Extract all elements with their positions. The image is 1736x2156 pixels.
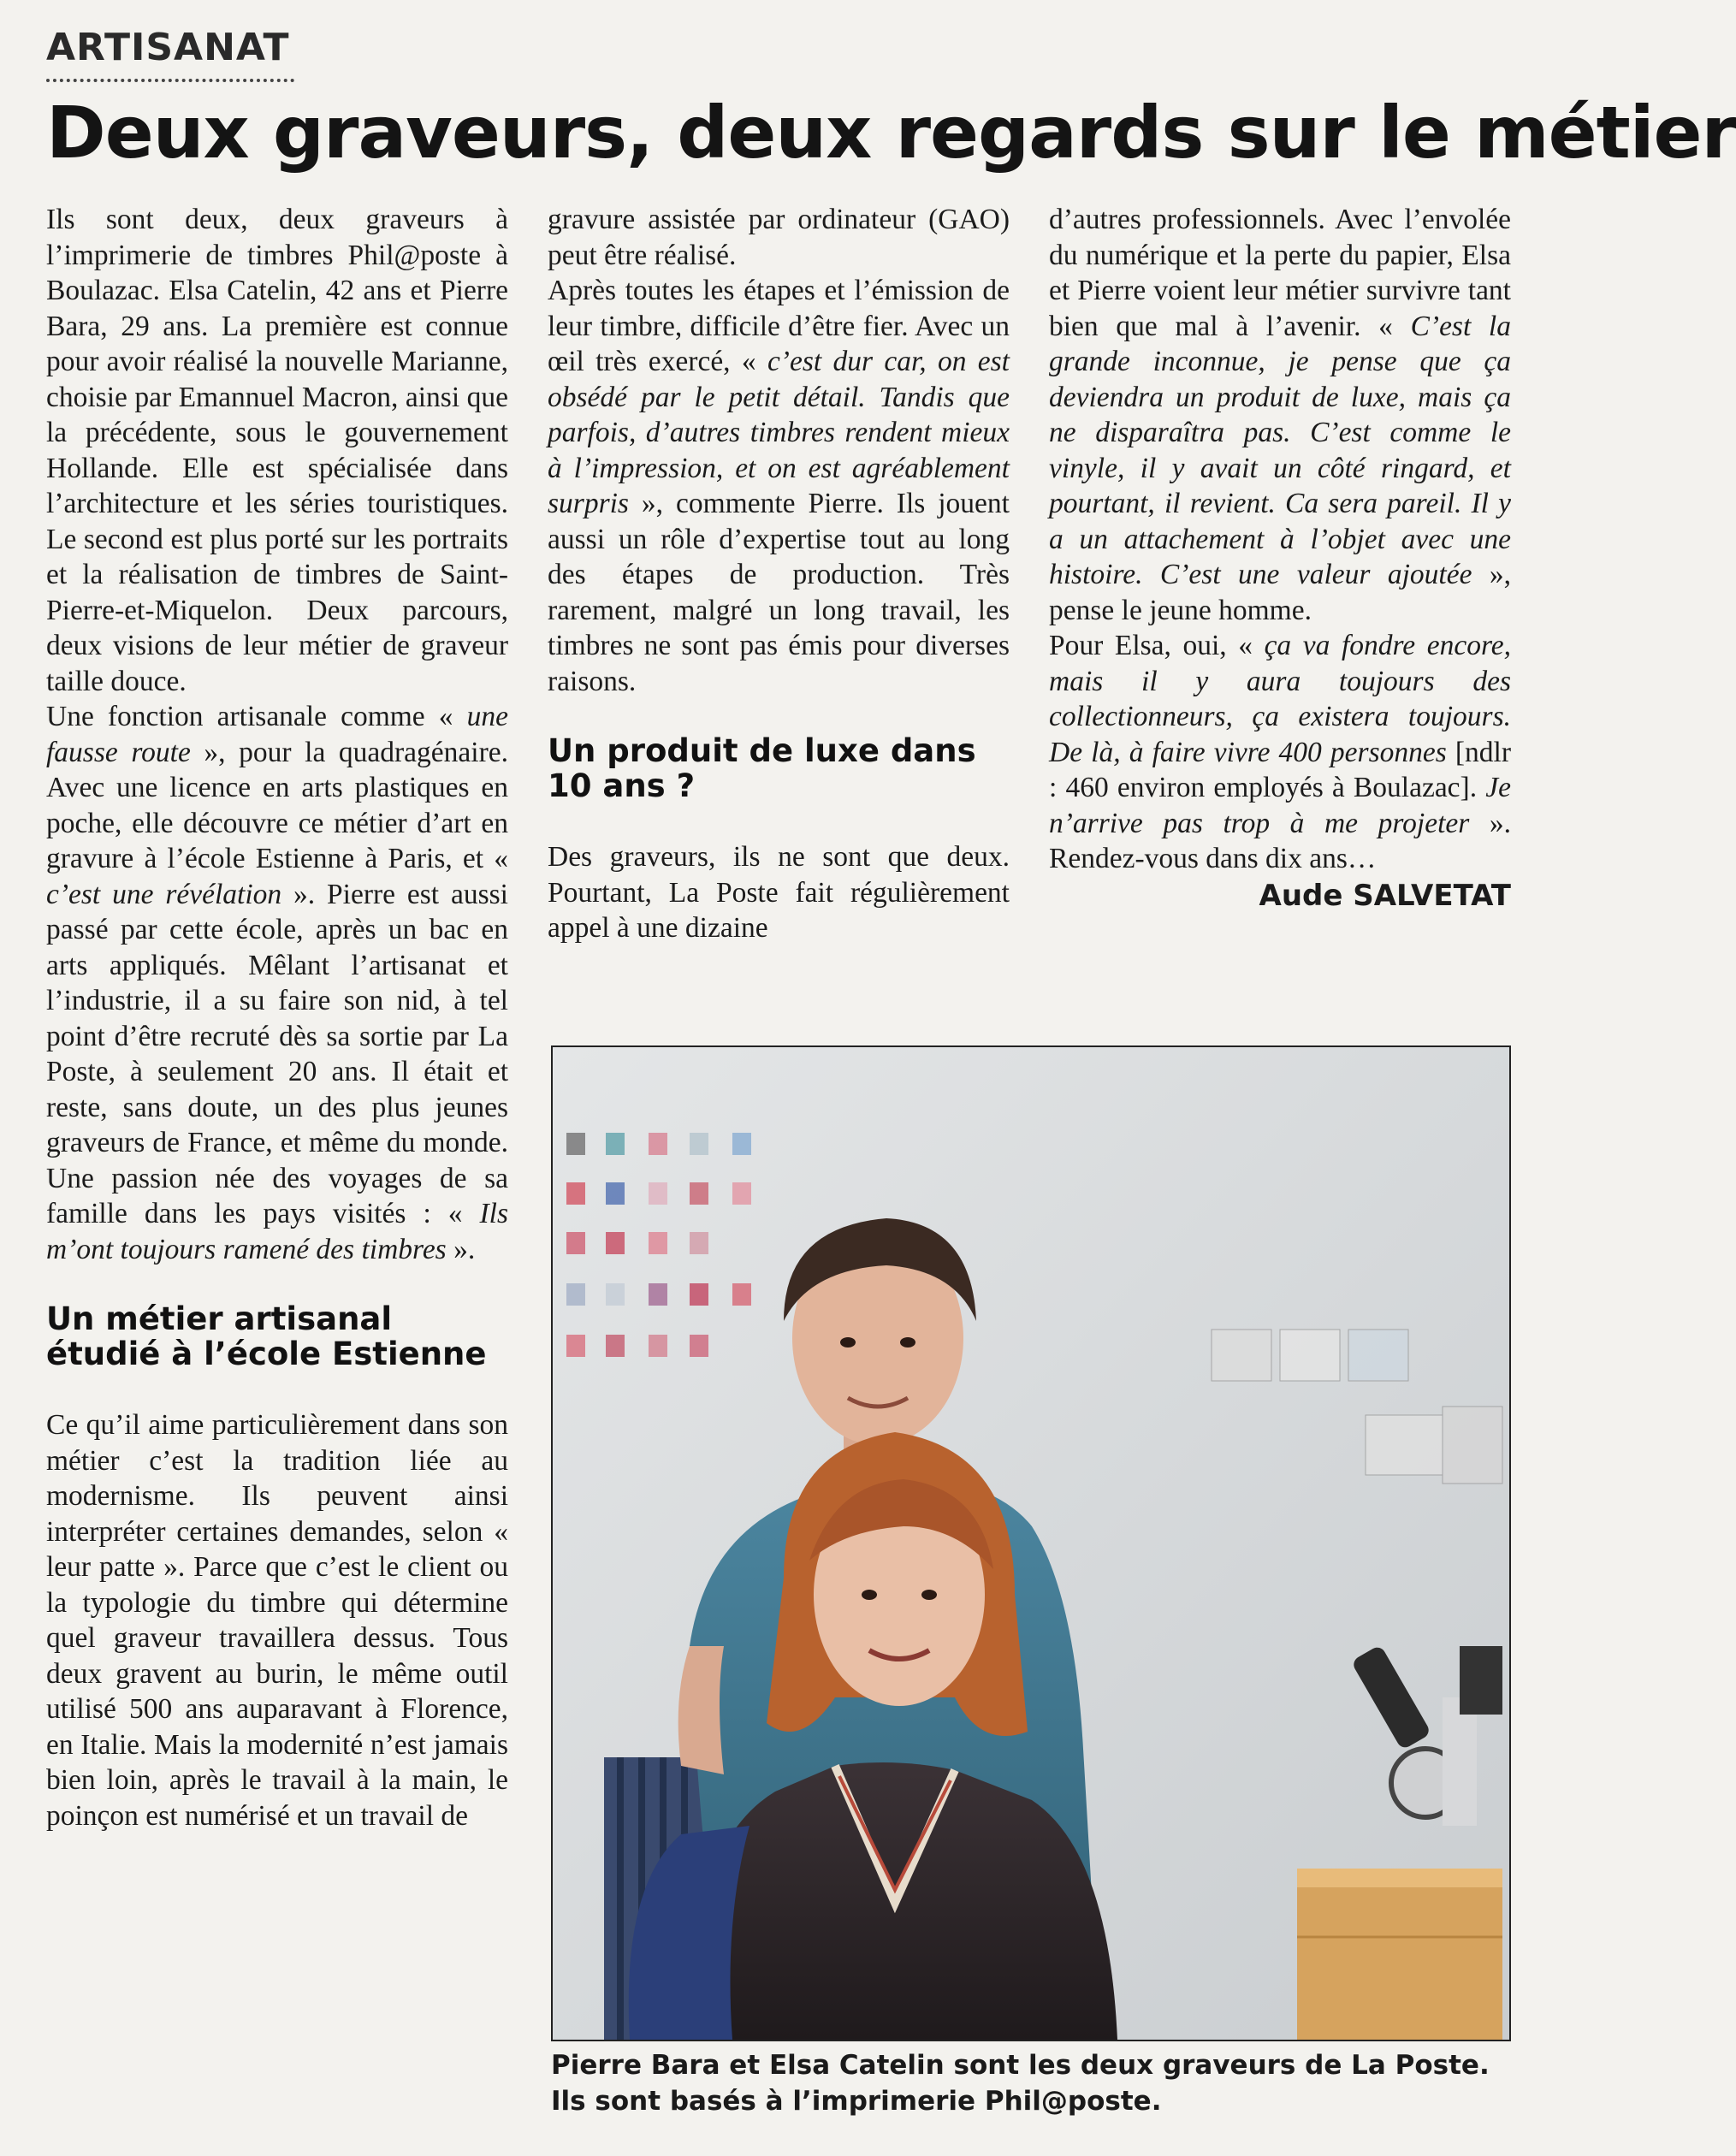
paragraph: Des graveurs, ils ne sont que deux. Pourtant, La Poste fait régulièrement appel à une dizaine <box>548 841 1010 944</box>
photo-illustration <box>553 1047 1509 2040</box>
subheading-estienne: Un métier artisanal étudié à l’école Estienne <box>46 1300 487 1372</box>
paragraph: Ils sont deux, deux graveurs à l’imprimerie de timbres Phil@poste à Boulazac. Elsa Catelin, 42 ans et Pierre Bara, 29 ans. La première est connue pour avoir réalisé la nouvelle Marianne, choisie par Emannuel Macron, ainsi que la précédente, sous le gouvernement Hollande. Elle est spécialisée dans l’architecture et les séries touristiques. Le second est plus porté sur les portraits et la réalisation de timbres de Saint-Pierre-et-Miquelon. Deux parcours, deux visions de leur métier de graveur taille douce. <box>46 204 508 697</box>
subheading-luxe: Un produit de luxe dans 10 ans ? <box>548 732 976 804</box>
article-column-3 <box>1049 202 1511 914</box>
paragraph: Pour Elsa, oui, « ça va fondre encore, mais il y aura toujours des collectionneurs, ça existera toujours. De là, à faire vivre 400 personnes [ndlr : 460 environ employés à Boulazac]. Je n’arrive pas trop à me projeter ». Rendez-vous dans dix ans… <box>1049 630 1512 874</box>
wooden-box <box>1297 1869 1502 2040</box>
paragraph: Ce qu’il aime particulièrement dans son métier c’est la tradition liée au modernisme. Ils peuvent ainsi interpréter certaines demandes, selon « leur patte ». Parce que c’est le client ou la typologie du timbre qui détermine quel graveur travaillera dessus. Tous deux gravent au burin, le même outil utilisé 500 ans auparavant à Florence, en Italie. Mais la modernité n’est jamais bien loin, après le travail à la main, le poinçon est numérisé et un travail de <box>46 1409 508 1832</box>
paragraph: Une fonction artisanale comme « une fausse route », pour la quadragénaire. Avec une licence en arts plastiques en poche, elle découvre ce métier d’art en gravure à l’école Estienne à Paris, et « c’est une révélation ». Pierre est aussi passé par cette école, après un bac en arts appliqués. Mêlant l’artisanat et l’industrie, il a su faire son nid, à tel point d’être recruté dès sa sortie par La Poste, à seulement 20 ans. Il était et reste, sans doute, un des plus jeunes graveurs de France, et même du monde. Une passion née des voyages de sa famille dans les pays visités : « Ils m’ont toujours ramené des timbres ». <box>46 701 508 1265</box>
photo-caption: Pierre Bara et Elsa Catelin sont les deux graveurs de La Poste. Ils sont basés à l’imprimerie Phil@poste. <box>551 2050 1490 2117</box>
paragraph: Après toutes les étapes et l’émission de leur timbre, difficile d’être fier. Avec un œil très exercé, « c’est dur car, on est obsédé par le petit détail. Tandis que parfois, d’autres timbres rendent mieux à l’impression, et on est agréablement surpris », commente Pierre. Ils jouent aussi un rôle d’expertise tout au long des étapes de production. Très rarement, malgré un long travail, les timbres ne sont pas émis pour diverses raisons. <box>548 275 1010 697</box>
section-kicker: ARTISANAT <box>46 26 290 69</box>
author-byline: Aude SALVETAT <box>1259 878 1511 913</box>
paragraph: d’autres professionnels. Avec l’envolée du numérique et la perte du papier, Elsa et Pierre voient leur métier survivre tant bien que mal à l’avenir. « C’est la grande inconnue, je pense que ça deviendra un produit de luxe, mais ça ne disparaîtra pas. C’est comme le vinyle, il y avait un côté ringard, et pourtant, il revient. Ca sera pareil. Il y a un attachement à l’objet avec une histoire. C’est une valeur ajoutée », pense le jeune homme. <box>1049 204 1511 626</box>
paragraph: gravure assistée par ordinateur (GAO) peut être réalisé. <box>548 204 1010 271</box>
kicker-dotted-rule <box>46 79 294 82</box>
article-column-1 <box>46 202 508 1833</box>
article-photo <box>551 1045 1511 2041</box>
article-headline: Deux graveurs, deux regards sur le métier <box>46 91 1736 175</box>
article-column-2 <box>548 202 1010 946</box>
